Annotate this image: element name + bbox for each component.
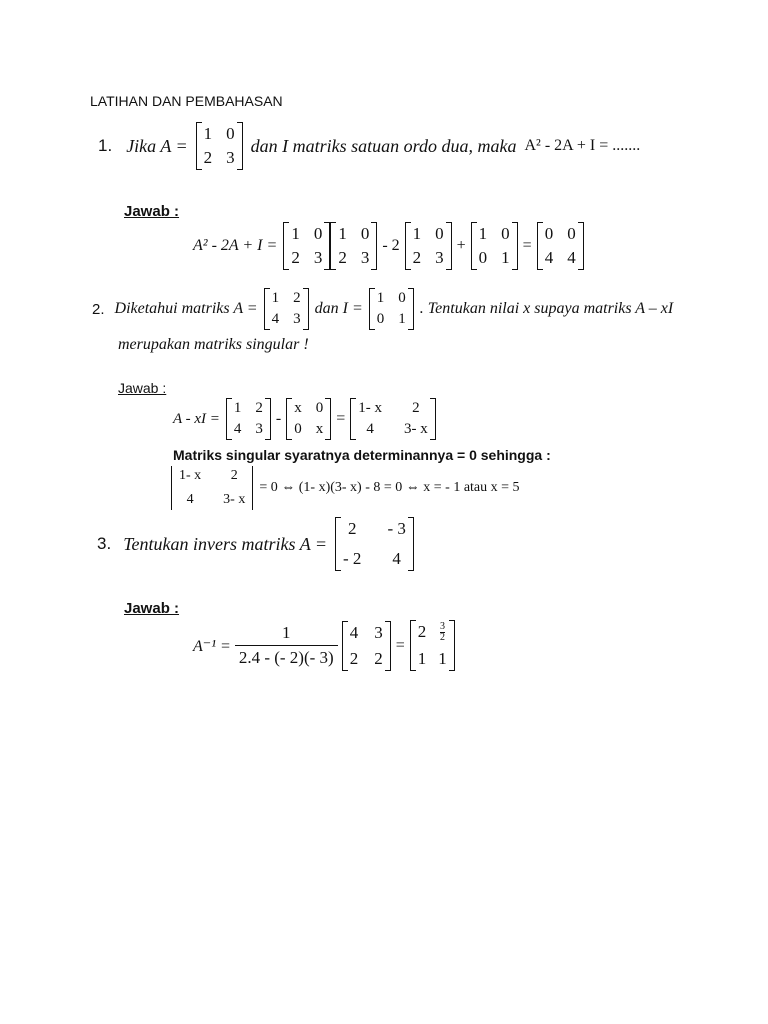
question-text: Tentukan invers matriks A = bbox=[123, 533, 328, 554]
question-text: Diketahui matriks A = bbox=[114, 300, 258, 317]
fraction-numerator: 1 bbox=[282, 623, 291, 642]
matrix-cell: 4 bbox=[186, 492, 194, 507]
matrix bbox=[286, 398, 331, 440]
question-number: 2. bbox=[92, 300, 105, 318]
question-text: Jika A = bbox=[126, 135, 188, 156]
operator: = bbox=[336, 410, 346, 427]
matrix bbox=[405, 222, 452, 270]
matrix-cell: 0 bbox=[313, 224, 323, 243]
matrix-cell: 4 bbox=[392, 549, 401, 568]
question-3 bbox=[97, 517, 414, 571]
determinant-equation bbox=[171, 466, 520, 510]
matrix-cell: 2 bbox=[374, 648, 383, 668]
matrix-cell: - 3 bbox=[387, 519, 406, 538]
matrix-cell: 0 bbox=[478, 248, 488, 267]
matrix-i bbox=[369, 288, 414, 330]
matrix-cell: 2 bbox=[291, 248, 300, 267]
question-text-middle: dan I = bbox=[314, 300, 363, 317]
matrix-cell: 4 bbox=[567, 248, 576, 267]
matrix-cell: 3 bbox=[255, 421, 263, 437]
matrix bbox=[226, 398, 271, 440]
matrix-cell: 2 bbox=[417, 622, 427, 641]
matrix-cell: 4 bbox=[544, 248, 554, 267]
matrix-cell: 1- x bbox=[358, 400, 383, 416]
matrix-cell: 2 bbox=[293, 290, 301, 306]
operator: - bbox=[275, 410, 282, 427]
matrix-cell: 1 bbox=[417, 649, 427, 668]
operator: - 2 bbox=[382, 237, 400, 254]
matrix-cell: 1 bbox=[291, 224, 300, 243]
matrix-cell: 1 bbox=[376, 290, 385, 306]
matrix-cell: 3 bbox=[374, 622, 383, 642]
answer-lhs: A⁻¹ = bbox=[193, 637, 231, 655]
matrix-cell: 1 bbox=[412, 224, 422, 243]
matrix-cell: 2 bbox=[338, 248, 347, 267]
page-title: LATIHAN DAN PEMBAHASAN bbox=[90, 93, 283, 109]
singular-condition-text: Matriks singular syaratnya determinannya = 0 sehingga : bbox=[173, 447, 551, 463]
answer-lhs: A² - 2A + I = bbox=[193, 237, 278, 254]
matrix-cell: 3 bbox=[313, 248, 323, 267]
operator: + bbox=[456, 237, 466, 254]
matrix bbox=[350, 398, 436, 440]
matrix-cell: 0 bbox=[544, 224, 554, 243]
matrix-cell: 4 bbox=[349, 622, 359, 642]
matrix bbox=[537, 222, 584, 270]
matrix-cell: 3 bbox=[360, 248, 370, 267]
matrix-cell: 2 bbox=[203, 148, 213, 167]
question-text-tail: . Tentukan nilai x supaya matriks A – xI bbox=[419, 300, 674, 317]
matrix-cell: 1 bbox=[478, 224, 488, 243]
matrix-cell: 1 bbox=[233, 400, 242, 416]
matrix-cell: 1 bbox=[398, 311, 406, 327]
question-number: 1. bbox=[98, 136, 113, 155]
operator: = bbox=[522, 237, 532, 254]
matrix-cell: 2 bbox=[412, 248, 422, 267]
matrix-cell: 0 bbox=[376, 311, 385, 327]
matrix-cell: x bbox=[315, 421, 324, 437]
question-1 bbox=[98, 122, 640, 170]
fraction bbox=[235, 623, 338, 668]
matrix-cell: 1 bbox=[501, 248, 510, 267]
answer-2 bbox=[173, 398, 436, 440]
matrix-cell: 2 bbox=[412, 400, 420, 416]
operator: = bbox=[395, 636, 405, 654]
matrix-cell: 2 bbox=[230, 468, 238, 483]
matrix-cell: 4 bbox=[366, 421, 374, 437]
question-expression: A² - 2A + I = ....... bbox=[524, 137, 641, 154]
matrix-cell: 0 bbox=[360, 224, 370, 243]
jawab-label: Jawab : bbox=[124, 600, 180, 617]
matrix-cell: 1 bbox=[203, 124, 213, 143]
matrix-cell: 2 bbox=[255, 400, 263, 416]
matrix-cell: 3 bbox=[435, 248, 444, 267]
matrix-a bbox=[335, 517, 414, 571]
question-text-middle: dan I matriks satuan ordo dua, maka bbox=[250, 135, 517, 156]
fraction-denominator: 2 bbox=[439, 632, 445, 643]
answer-1 bbox=[193, 222, 584, 270]
fraction-denominator: 2.4 - (- 2)(- 3) bbox=[235, 645, 338, 668]
matrix-cell: 1 bbox=[438, 649, 447, 668]
matrix-cell: 1 bbox=[271, 290, 280, 306]
matrix-cell: 3- x bbox=[223, 492, 246, 507]
result-matrix bbox=[410, 620, 455, 671]
question-text-line2: merupakan matriks singular ! bbox=[118, 336, 309, 353]
matrix-cell: 3 bbox=[226, 148, 235, 167]
matrix-cell: 1 bbox=[338, 224, 347, 243]
matrix-cell: 2 bbox=[349, 648, 359, 668]
matrix-cell: 4 bbox=[233, 421, 242, 437]
matrix-cell: 2 bbox=[347, 519, 357, 538]
jawab-label: Jawab : bbox=[118, 380, 167, 396]
jawab-label: Jawab : bbox=[124, 203, 180, 220]
question-2 bbox=[92, 288, 673, 330]
matrix-a bbox=[196, 122, 243, 170]
answer-lhs: A - xI = bbox=[173, 410, 220, 427]
question-number: 3. bbox=[97, 534, 112, 553]
matrix bbox=[342, 621, 391, 671]
matrix-cell-fraction bbox=[438, 622, 447, 643]
matrix-cell: 0 bbox=[398, 290, 406, 306]
matrix-cell: 0 bbox=[501, 224, 510, 243]
matrix-cell: 0 bbox=[294, 421, 302, 437]
matrix-cell: 0 bbox=[226, 124, 235, 143]
matrix-cell: 4 bbox=[271, 311, 280, 327]
matrix-cell: - 2 bbox=[343, 549, 362, 568]
matrix-a bbox=[264, 288, 309, 330]
matrix bbox=[283, 222, 330, 270]
fraction-numerator: 3 bbox=[439, 621, 445, 632]
answer-3 bbox=[193, 620, 455, 671]
matrix bbox=[471, 222, 518, 270]
determinant bbox=[171, 466, 253, 510]
matrix-cell: 3- x bbox=[404, 421, 428, 437]
matrix bbox=[330, 222, 377, 270]
matrix-cell: 0 bbox=[315, 400, 324, 416]
matrix-cell: 0 bbox=[567, 224, 576, 243]
matrix-cell: 1- x bbox=[179, 468, 202, 483]
matrix-cell: x bbox=[294, 400, 302, 416]
matrix-cell: 0 bbox=[435, 224, 444, 243]
determinant-result: = 0 ⇔ (1- x)(3- x) - 8 = 0 ⇔ x = - 1 atau x = 5 bbox=[259, 480, 520, 495]
matrix-cell: 3 bbox=[293, 311, 301, 327]
